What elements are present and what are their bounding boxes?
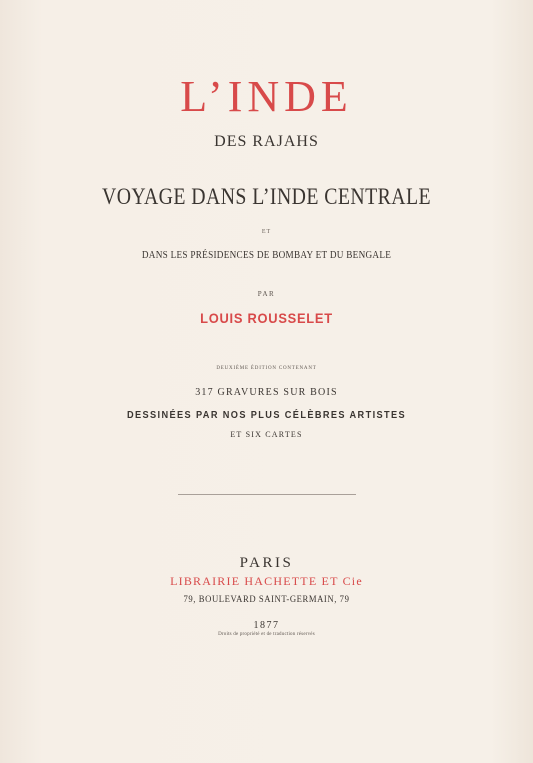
subtitle-secondary: VOYAGE DANS L’INDE CENTRALE (101, 184, 431, 209)
author-prefix: PAR (257, 290, 276, 298)
publisher-name: LIBRAIRIE HACHETTE ET Cie (170, 574, 363, 588)
publisher-address: 79, BOULEVARD SAINT-GERMAIN, 79 (183, 594, 350, 604)
subtitle-primary: DES RAJAHS (214, 133, 319, 150)
engravings-note: 317 GRAVURES SUR BOIS (195, 387, 338, 398)
publication-year: 1877 (253, 620, 280, 631)
author-name: LOUIS ROUSSELET (200, 310, 333, 326)
book-title: L’INDE (180, 72, 353, 121)
divider-rule (178, 494, 356, 495)
edition-note: DEUXIÈME ÉDITION CONTENANT (216, 366, 317, 371)
publication-city: PARIS (239, 555, 294, 571)
conjunction: ET (261, 229, 272, 235)
maps-note: ET SIX CARTES (230, 430, 303, 439)
artists-note: DESSINÉES PAR NOS PLUS CÉLÈBRES ARTISTES (126, 410, 407, 421)
subtitle-tertiary: DANS LES PRÉSIDENCES DE BOMBAY ET DU BENGALE (141, 250, 392, 261)
rights-notice: Droits de propriété et de traduction réservés (218, 632, 315, 637)
